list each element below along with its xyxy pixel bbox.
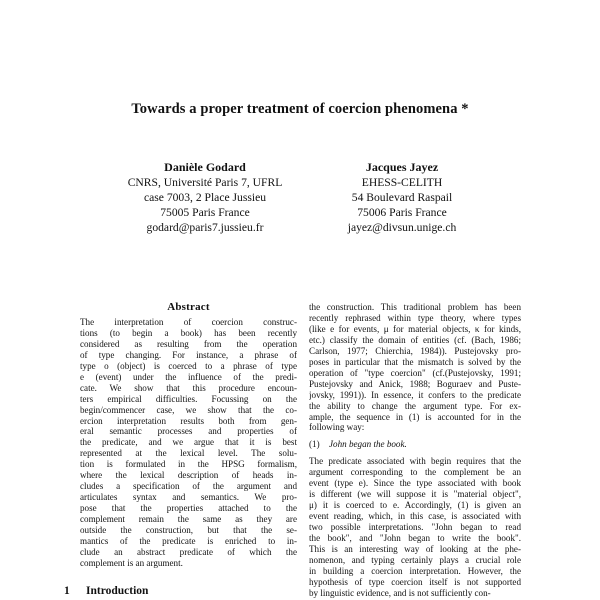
text-line: operation of "type coercion" (cf.(Pustejovsky, 1991;: [309, 367, 521, 378]
author-email: godard@paris7.jussieu.fr: [146, 221, 264, 234]
text-line: type o (object) is coerced to a phrase of type: [80, 360, 297, 371]
text-line: complement is an argument.: [80, 557, 183, 568]
text-line: eral semantic processes and properties of: [80, 426, 297, 437]
text-line: cate. We show that this procedure encoun-: [80, 382, 297, 393]
text-line: the ability to change the argument type. For ex-: [309, 400, 521, 411]
right-column: [309, 302, 521, 599]
text-line: where the lexical description of heads in-: [80, 470, 297, 481]
text-line: Carlson, 1977; Chierchia, 1984)). Pustejovsky pro-: [309, 345, 521, 356]
author-name: Jacques Jayez: [365, 160, 439, 174]
text-line: recently rephrased within type theory, where types: [309, 312, 521, 323]
text-line: by linguistic evidence, and is not sufficiently con-: [309, 587, 491, 598]
text-line: begin/commencer case, we show that the co-: [80, 404, 297, 415]
text-line: complement remain the same as they are: [80, 514, 297, 525]
text-line: nomenon, and typing certainly plays a crucial role: [309, 554, 521, 565]
text-line: μ) it is coerced to e. Accordingly, (1) is given an: [309, 500, 521, 511]
section-number: 1: [64, 585, 70, 597]
author-city: 75005 Paris France: [160, 206, 250, 219]
paper-title: Towards a proper treatment of coercion phenomena *: [131, 101, 469, 117]
text-line: e (event) under the influence of the predi-: [80, 371, 297, 382]
left-column: [80, 302, 297, 569]
text-line: ters empirical difficulties. Focussing on the: [80, 393, 297, 404]
text-line: outside the construction, but that the se-: [80, 525, 297, 536]
text-line: two possible interpretations. "John began to read: [309, 522, 521, 533]
text-line: argument corresponding to the complement be an: [309, 467, 521, 478]
text-line: etc.) classify the domain of entities (cf. (Bach, 1986;: [309, 334, 521, 345]
text-line: hypothesis of type coercion itself is not supported: [309, 576, 521, 587]
text-line: poses in particular that the mismatch is solved by the: [309, 356, 521, 367]
text-line: of type changing. For instance, a phrase of: [80, 349, 297, 360]
example-number: (1): [309, 439, 320, 450]
text-line: The predicate associated with begin requires that the: [309, 456, 521, 467]
text-line: event reading, which, in this case, is associated with: [309, 511, 521, 522]
text-line: (like e for events, μ for material objects, κ for kinds,: [309, 323, 521, 334]
author-block-jayez: [297, 160, 507, 235]
text-line: ercion interpretation results both from gen-: [80, 415, 297, 426]
text-line: cludes a specification of the argument and: [80, 481, 297, 492]
author-affiliation: CNRS, Université Paris 7, UFRL: [127, 176, 283, 189]
author-name: Danièle Godard: [164, 160, 246, 174]
body-text-paragraph: [309, 302, 521, 433]
text-line: the predicate, and we argue that it is best: [80, 437, 297, 448]
author-block-godard: [100, 160, 310, 235]
example-text: John began the book.: [329, 439, 407, 450]
abstract-heading: Abstract: [167, 301, 210, 313]
text-line: This is an interesting way of looking at the phe-: [309, 544, 521, 555]
text-line: in building a coercion interpretation. However, the: [309, 565, 521, 576]
text-line: jovsky, 1991)). In essence, it confers to the predicate: [309, 389, 521, 400]
text-line: ample, the sequence in (1) is accounted for in the: [309, 411, 521, 422]
text-line: pose that the properties attached to the: [80, 503, 297, 514]
section-heading: [64, 585, 148, 597]
example-sentence: [309, 439, 521, 450]
section-title: Introduction: [86, 585, 149, 597]
author-email: jayez@divsun.unige.ch: [347, 221, 457, 234]
text-line: mantics of the predicate is enriched to in-: [80, 536, 297, 547]
text-line: articulates syntax and semantics. We pro-: [80, 492, 297, 503]
text-line: the construction. This traditional problem has been: [309, 302, 521, 312]
text-line: considered as resulting from the operation: [80, 338, 297, 349]
text-line: represented at the lexical level. The solu-: [80, 448, 297, 459]
text-line: Pustejovsky and Anick, 1988; Boguraev and Puste-: [309, 378, 521, 389]
author-city: 75006 Paris France: [357, 206, 447, 219]
text-line: event (type e). Since the type associated with book: [309, 478, 521, 489]
author-affiliation: EHESS-CELITH: [361, 176, 443, 189]
text-line: is different (we will suppose it is "material object",: [309, 489, 521, 500]
text-line: tion is formulated in the HPSG formalism,: [80, 459, 297, 470]
text-line: the book", and "John began to write the book".: [309, 533, 521, 544]
text-line: tions (to begin a book) has been recently: [80, 327, 297, 338]
text-line: The interpretation of coercion construc-: [80, 316, 297, 327]
text-line: clude an abstract predicate of which the: [80, 546, 297, 557]
text-line: following way:: [309, 422, 365, 433]
abstract-body: [80, 317, 297, 569]
author-address: case 7003, 2 Place Jussieu: [143, 191, 267, 204]
author-address: 54 Boulevard Raspail: [351, 191, 453, 204]
body-text-paragraph: [309, 456, 521, 598]
